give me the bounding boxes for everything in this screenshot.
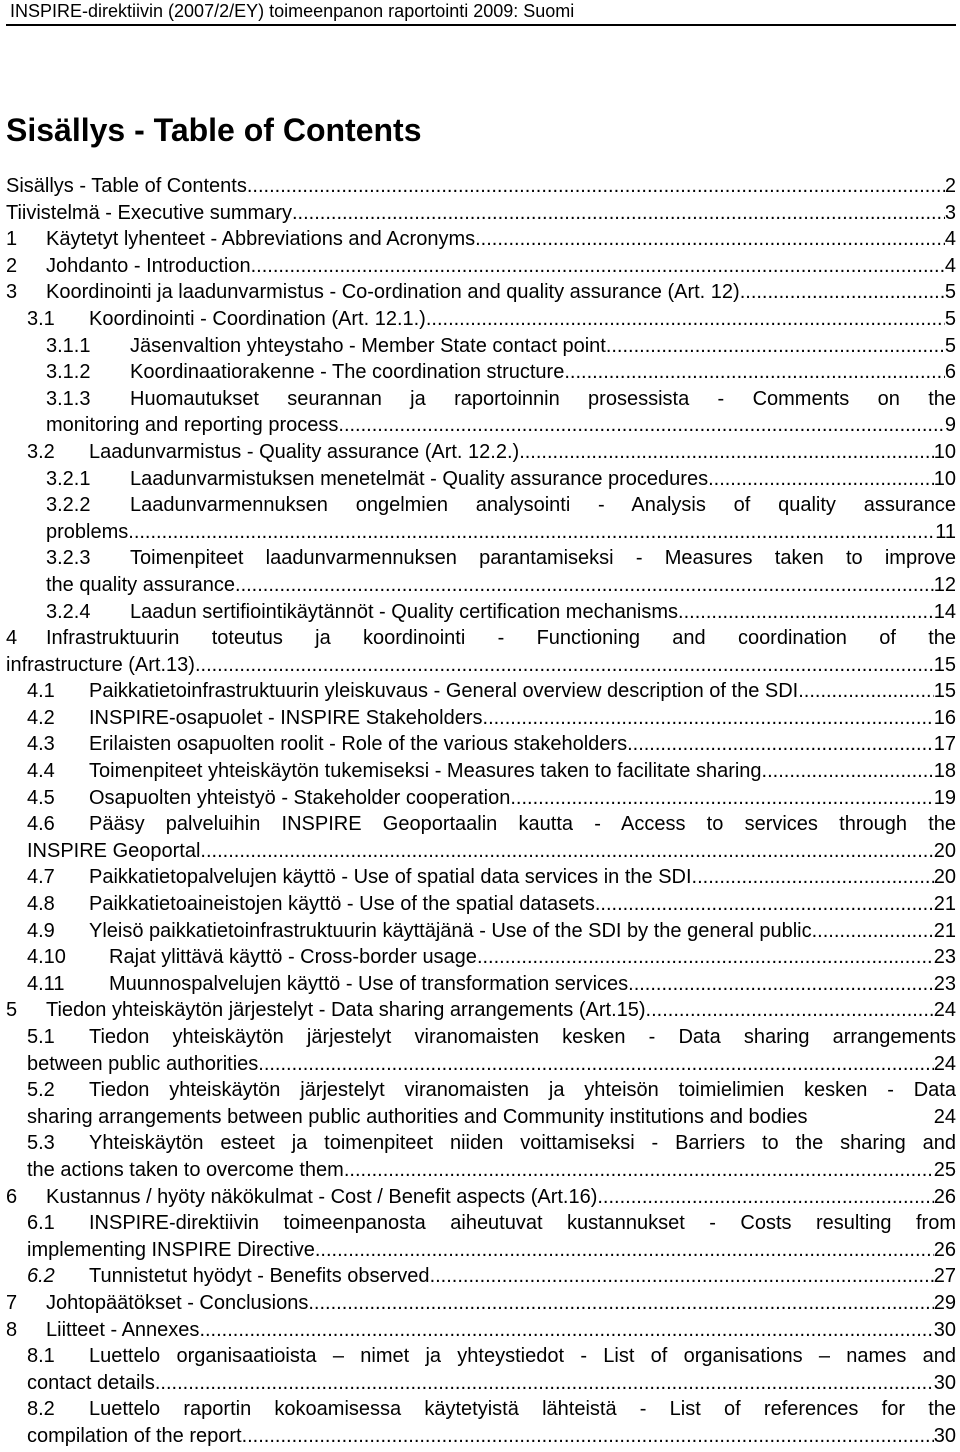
dot-leader [200,838,933,865]
dot-leader [235,572,934,599]
dot-leader [564,359,945,386]
toc-entry-number: 8 [6,1318,18,1341]
toc-entry-number: 4.7 [27,866,55,889]
toc-entry-page: 9 [944,414,956,437]
toc-entry-number: 3.1.3 [46,387,91,410]
header-rule [6,24,956,26]
toc-entry-number: 3 [6,281,18,304]
toc-entry-number: 3.2.3 [46,547,91,570]
dot-leader [483,705,934,732]
toc-entry-text: Huomautukset seurannan ja raportoinnin prosessista - Comments on the [130,387,956,410]
toc-entry-page: 12 [933,573,956,596]
toc-entry-text: Rajat ylittävä käyttö - Cross-border usage [109,946,477,969]
toc-entry[interactable] [6,811,956,864]
toc-entry[interactable] [6,731,956,758]
dot-leader [678,599,934,626]
toc-entry-text: Tiedon yhteiskäytön järjestelyt viranomaisten ja yhteisön toimielimien kesken - Data [89,1079,956,1102]
dot-leader [242,1423,934,1450]
toc-entry[interactable] [6,599,956,626]
toc-title: Sisällys - Table of Contents [6,112,422,148]
toc-entry-text-continued: INSPIRE Geoportal [27,839,201,862]
toc-entry-page: 15 [933,653,956,676]
toc-entry-text: Paikkatietopalvelujen käyttö - Use of spatial data services in the SDI [89,866,692,889]
toc-entry-text: INSPIRE-direktiivin toimeenpanosta aiheutuvat kustannukset - Costs resulting from [89,1212,956,1235]
dot-leader [627,731,934,758]
toc-entry-page: 5 [944,334,956,357]
toc-entry[interactable] [6,226,956,253]
dot-leader [606,333,945,360]
toc-entry-text-continued: infrastructure (Art.13) [6,653,195,676]
toc-entry[interactable] [6,918,956,945]
dot-leader [477,944,934,971]
toc-entry[interactable] [6,359,956,386]
toc-entry-page: 20 [933,839,956,862]
toc-entry-page: 26 [933,1185,956,1208]
toc-entry[interactable] [6,678,956,705]
toc-entry-text: Paikkatietoinfrastruktuurin yleiskuvaus - General overview description of the SDI [89,680,799,703]
toc-entry-number: 3.1.1 [46,334,91,357]
toc-entry[interactable] [6,386,956,439]
toc-entry-text: Erilaisten osapuolten roolit - Role of the various stakeholders [89,733,628,756]
toc-entry[interactable] [6,997,956,1024]
toc-entry-page: 4 [944,254,956,277]
dot-leader [292,200,945,227]
dot-leader [195,652,934,679]
toc-entry-text: Paikkatietoaineistojen käyttö - Use of the spatial datasets [89,893,595,916]
toc-entry[interactable] [6,1184,956,1211]
toc-entry-number: 3.2 [27,440,55,463]
toc-entry-number: 6 [6,1185,18,1208]
toc-entry-number: 3.1 [27,307,55,330]
toc-entry-text: Muunnospalvelujen käyttö - Use of transformation services [109,972,629,995]
toc-entry[interactable] [6,1024,956,1077]
toc-entry-text: Johdanto - Introduction [46,254,251,277]
toc-entry-number: 2 [6,254,18,277]
toc-entry[interactable] [6,333,956,360]
dot-leader [344,1157,934,1184]
dot-leader [692,864,934,891]
dot-leader [308,1290,933,1317]
toc-entry-number: 5.2 [27,1079,55,1102]
toc-entry-number: 4.8 [27,893,55,916]
toc-entry-text: Yhteiskäytön esteet ja toimenpiteet niiden voittamiseksi - Barriers to the sharing and [89,1132,956,1155]
toc-entry-page: 21 [933,893,956,916]
toc-entry-text: Luettelo organisaatioista – nimet ja yhteystiedot - List of organisations – names and [89,1345,956,1368]
toc-entry-page: 10 [933,467,956,490]
toc-entry-number: 4.10 [27,946,66,969]
toc-entry-page: 20 [933,866,956,889]
toc-entry-page: 2 [944,175,956,197]
dot-leader [740,279,945,306]
dot-leader [315,1237,934,1264]
toc-entry-page: 30 [933,1371,956,1394]
toc-entry[interactable] [6,785,956,812]
toc-entry-page: 10 [933,440,956,463]
toc-entry-page: 30 [933,1424,956,1447]
toc-entry[interactable] [6,1317,956,1344]
toc-entry[interactable] [6,545,956,598]
toc-entry-page: 15 [933,680,956,703]
toc-entry[interactable] [6,1396,956,1449]
toc-entry-page: 27 [933,1265,956,1288]
toc-entry[interactable] [6,705,956,732]
toc-entry-page: 14 [933,600,956,623]
toc-entry-page: 25 [933,1158,956,1181]
toc-entry[interactable] [6,891,956,918]
toc-entry-page: 17 [933,733,956,756]
toc-entry-text: Koordinointi ja laadunvarmistus - Co-ordination and quality assurance (Art. 12) [46,281,740,304]
toc-entry-page: 23 [933,972,956,995]
toc-entry-page: 19 [933,786,956,809]
toc-entry-text: Laadunvarmennuksen ongelmien analysointi - Analysis of quality assurance [130,494,956,517]
toc-entry[interactable] [6,1263,956,1290]
dot-leader [199,1317,933,1344]
toc-entry-number: 7 [6,1291,18,1314]
dot-leader [595,891,934,918]
toc-entry-page: 5 [944,281,956,304]
toc-entry-text: Laadun sertifiointikäytännöt - Quality certification mechanisms [130,600,679,623]
toc-entry-text-continued: sharing arrangements between public authorities and Community institutions and bodies [27,1105,808,1128]
toc-entry-number: 3.2.2 [46,494,91,517]
toc-entry-text: Yleisö paikkatietoinfrastruktuurin käyttäjänä - Use of the SDI by the general public [89,919,812,942]
toc-entry[interactable] [6,1343,956,1396]
toc-entry-text: Sisällys - Table of Contents [6,175,247,197]
toc-entry-text: Koordinaatiorakenne - The coordination structure [130,361,565,384]
toc-entry[interactable] [6,1290,956,1317]
toc-entry-page: 11 [935,520,956,543]
toc-entry[interactable] [6,625,956,678]
toc-entry-text: Tunnistetut hyödyt - Benefits observed [89,1265,430,1288]
dot-leader [519,439,934,466]
toc-entry-page: 29 [933,1291,956,1314]
toc-entry-number: 3.2.4 [46,600,91,623]
toc-entry-number: 4.2 [27,706,55,729]
toc-entry-text: Luettelo raportin kokoamisessa käytetyistä lähteistä - List of references for the [89,1398,956,1421]
toc-entry-page: 23 [933,946,956,969]
toc-entry-text: Osapuolten yhteistyö - Stakeholder cooperation [89,786,511,809]
dot-leader [155,1370,934,1397]
toc-entry-number: 4.9 [27,919,55,942]
toc-entry-text-continued: monitoring and reporting process [46,414,339,437]
dot-leader [247,173,945,200]
toc-entry[interactable] [6,439,956,466]
toc-entry[interactable] [6,253,956,280]
toc-entry-text-continued: the actions taken to overcome them [27,1158,344,1181]
toc-entry[interactable] [6,971,956,998]
dot-leader [628,971,934,998]
toc-entry-text: Johtopäätökset - Conclusions [46,1291,309,1314]
toc-entry-page: 4 [944,228,956,251]
dot-leader [597,1184,933,1211]
dot-leader [646,997,934,1024]
toc-entry-text: Liitteet - Annexes [46,1318,200,1341]
toc-entry[interactable] [6,173,956,200]
toc-entry-text: Laadunvarmistus - Quality assurance (Art. 12.2.) [89,440,520,463]
toc-entry-page: 24 [933,1052,956,1075]
toc-entry-page: 30 [933,1318,956,1341]
toc-entry-text: Tiedon yhteiskäytön järjestelyt - Data sharing arrangements (Art.15) [46,999,646,1022]
toc-entry[interactable] [6,466,956,493]
toc-entry-number: 5.3 [27,1132,55,1155]
toc-entry-number: 4.4 [27,760,55,783]
toc-entry[interactable] [6,758,956,785]
toc-entry-number: 8.1 [27,1345,55,1368]
toc-entry-number: 4.5 [27,786,55,809]
toc-entry[interactable] [6,279,956,306]
toc-entry[interactable] [6,492,956,545]
toc-entry-text: Toimenpiteet yhteiskäytön tukemiseksi - Measures taken to facilitate sharing [89,760,762,783]
toc-entry-number: 5.1 [27,1026,55,1048]
running-header: INSPIRE-direktiivin (2007/2/EY) toimeenpanon raportointi 2009: Suomi [10,1,575,21]
dot-leader [762,758,934,785]
toc-entry-text-continued: implementing INSPIRE Directive [27,1238,315,1261]
toc-entry-text: Toimenpiteet laadunvarmennuksen parantamiseksi - Measures taken to improve [130,547,956,570]
dot-leader [798,678,934,705]
toc-entry-text: Jäsenvaltion yhteystaho - Member State contact point [130,334,606,357]
toc-entry-page: 5 [944,307,956,330]
toc-entry-page: 16 [933,706,956,729]
toc-entry-page: 21 [933,919,956,942]
dot-leader [338,412,944,439]
dot-leader [426,306,945,333]
toc-entry-number: 8.2 [27,1398,55,1421]
toc-entry-text: Käytetyt lyhenteet - Abbreviations and Acronyms [46,228,476,251]
toc-entry-page: 18 [933,760,956,783]
toc-entry-text: Infrastruktuurin toteutus ja koordinointi - Functioning and coordination of the [46,627,956,650]
dot-leader [128,519,935,546]
toc-entry[interactable] [6,1130,956,1183]
dot-leader [258,1051,933,1078]
toc-entry-text: INSPIRE-osapuolet - INSPIRE Stakeholders [89,706,483,729]
toc-entry-number: 4.6 [27,813,55,836]
toc-entry-number: 5 [6,999,18,1022]
toc-entry-page: 24 [933,1105,956,1128]
toc-entry-page: 24 [933,999,956,1022]
toc-entry-text-continued: problems [46,520,129,543]
toc-entry-text-continued: between public authorities [27,1052,259,1075]
toc-entry-text: Pääsy palveluihin INSPIRE Geoportaalin kautta - Access to services through the [89,813,956,836]
dot-leader [812,918,934,945]
toc-entry-number: 6.2 [27,1265,55,1288]
toc-entry-page: 6 [944,361,956,384]
toc-entry-text: Laadunvarmistuksen menetelmät - Quality assurance procedures [130,467,709,490]
toc-entry-number: 4.3 [27,733,55,756]
toc-entry[interactable] [6,944,956,971]
dot-leader [510,785,933,812]
toc-entry-text-continued: the quality assurance [46,573,236,596]
toc-entry-text-continued: contact details [27,1371,155,1394]
toc-entry-number: 4.1 [27,680,55,703]
toc-entry-number: 1 [6,228,18,251]
toc-entry[interactable] [6,1210,956,1263]
dot-leader [251,253,945,280]
toc-entry-number: 4 [6,627,18,650]
toc-entry-number: 4.11 [27,972,65,995]
dot-leader [708,466,934,493]
toc-entry-text: Kustannus / hyöty näkökulmat - Cost / Benefit aspects (Art.16) [46,1185,598,1208]
toc-entry[interactable] [6,306,956,333]
toc-entry-page: 26 [933,1238,956,1261]
dot-leader [430,1263,934,1290]
toc-entry-text: Koordinointi - Coordination (Art. 12.1.) [89,307,426,330]
table-of-contents [6,173,956,1450]
toc-entry-text: Tiivistelmä - Executive summary [6,201,292,224]
toc-entry-text-continued: compilation of the report [27,1424,242,1447]
toc-entry-number: 3.2.1 [46,467,91,490]
toc-entry-number: 6.1 [27,1212,55,1235]
toc-entry-text: Tiedon yhteiskäytön järjestelyt viranomaisten kesken - Data sharing arrangements [89,1026,956,1048]
toc-entry-number: 3.1.2 [46,361,91,384]
dot-leader [475,226,945,253]
toc-entry-page: 3 [944,201,956,224]
toc-entry[interactable] [6,1077,956,1130]
toc-entry[interactable] [6,864,956,891]
toc-entry[interactable] [6,200,956,227]
